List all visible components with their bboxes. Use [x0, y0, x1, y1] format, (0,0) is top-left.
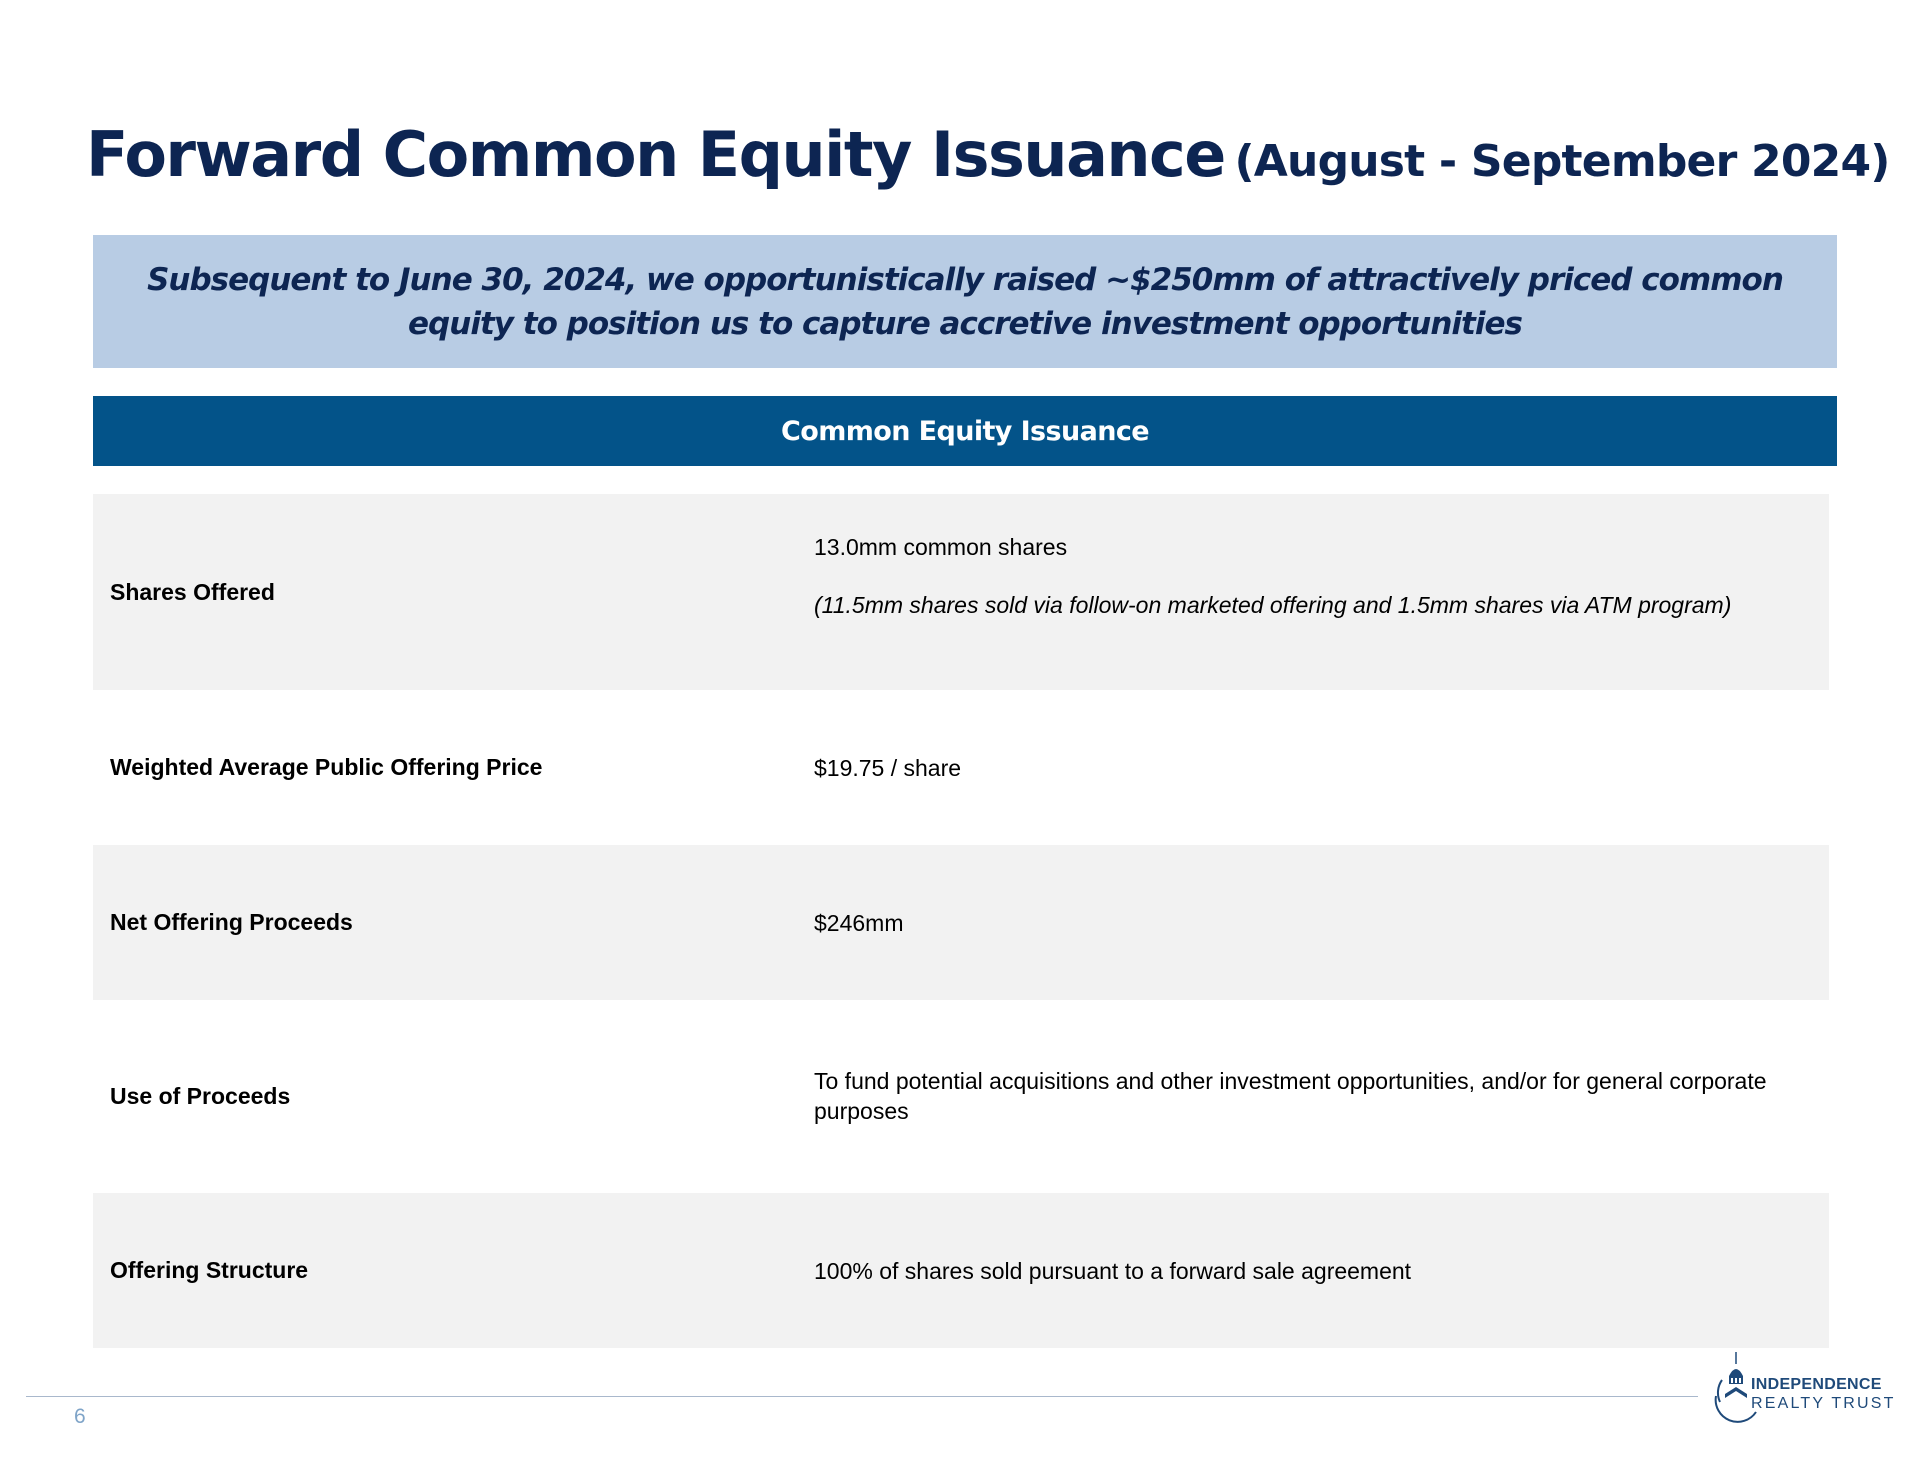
row-value: $246mm: [814, 909, 904, 936]
page-title: [86, 118, 1890, 191]
logo-line-2: REALTY TRUST: [1751, 1395, 1896, 1412]
row-value: [814, 532, 1774, 620]
row-value-note: (11.5mm shares sold via follow-on marketed offering and 1.5mm shares via ATM program): [814, 592, 1732, 618]
table-header: Common Equity Issuance: [93, 396, 1837, 466]
row-label: Offering Structure: [110, 1257, 309, 1283]
row-label: Shares Offered: [110, 578, 275, 605]
table-row: [93, 690, 1829, 845]
row-value: 100% of shares sold pursuant to a forward sale agreement: [814, 1257, 1412, 1284]
footer-divider: [26, 1396, 1698, 1397]
table-row: [93, 494, 1829, 690]
summary-banner-text: Subsequent to June 30, 2024, we opportunistically raised ~$250mm of attractively priced common equity to position us to capture accretive investment opportunities: [147, 261, 1783, 342]
company-logo-text: [1751, 1375, 1896, 1413]
row-label: Use of Proceeds: [110, 1083, 291, 1109]
page-number: 6: [74, 1405, 86, 1428]
row-value: To fund potential acquisitions and other investment opportunities, and/or for general corporate purposes: [814, 1068, 1767, 1124]
row-label: Net Offering Proceeds: [110, 909, 353, 935]
logo-line-1: INDEPENDENCE: [1751, 1376, 1882, 1393]
table-row: [93, 1193, 1829, 1348]
table-row: [93, 845, 1829, 1000]
row-label: Weighted Average Public Offering Price: [110, 754, 543, 780]
table-row: [93, 1000, 1829, 1193]
summary-banner: [93, 235, 1837, 368]
row-value: $19.75 / share: [814, 754, 962, 781]
title-main: Forward Common Equity Issuance: [86, 118, 1225, 191]
title-period: (August - September 2024): [1234, 136, 1890, 187]
row-value-main: 13.0mm common shares: [814, 534, 1068, 560]
